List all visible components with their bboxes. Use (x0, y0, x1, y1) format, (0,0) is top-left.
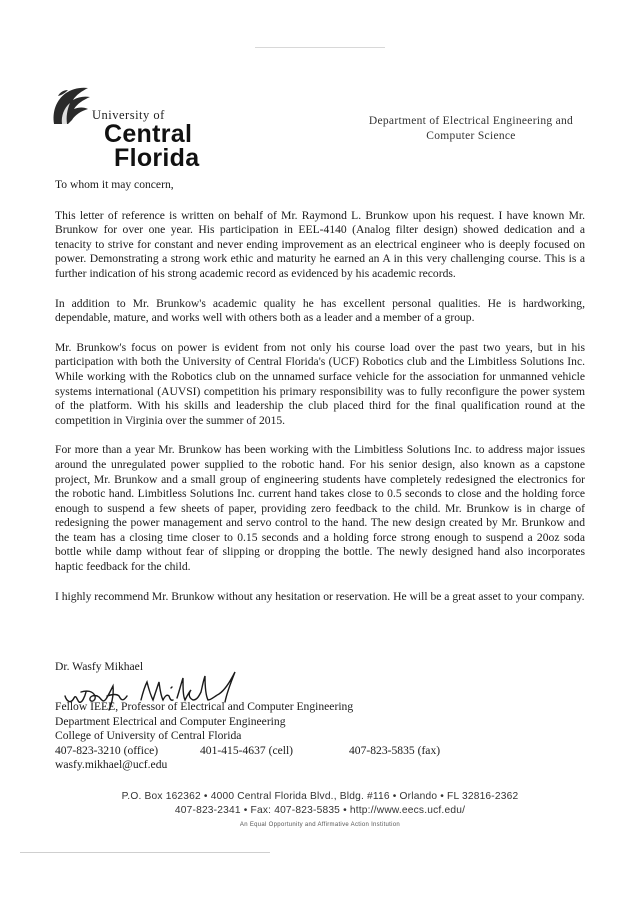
phone-numbers (55, 744, 585, 759)
signer-name: Dr. Wasfy Mikhael (55, 660, 144, 673)
paragraph-5: I highly recommend Mr. Brunkow without any hesitation or reservation. He will be a great asset to your company. (55, 589, 585, 603)
cell-phone: 401-415-4637 (cell) (200, 743, 294, 757)
signer-details (55, 700, 585, 773)
bottom-divider (20, 852, 270, 853)
department-line-1: Department of Electrical Engineering and (368, 115, 574, 127)
office-phone: 407-823-3210 (office) (55, 743, 159, 757)
signer-title-2: Department Electrical and Computer Engineering (55, 714, 286, 728)
signer-title-3: College of University of Central Florida (55, 729, 242, 743)
footer-address: P.O. Box 162362 • 4000 Central Florida Blvd., Bldg. #116 • Orlando • FL 32816-2362 (121, 791, 519, 802)
email-address: wasfy.mikhael@ucf.edu (55, 758, 168, 772)
department-heading (340, 114, 602, 144)
salutation: To whom it may concern, (55, 178, 174, 191)
paragraph-1: This letter of reference is written on behalf of Mr. Raymond L. Brunkow upon his request. I have known Mr. Brunkow for over one year. His participation in EEL-4140 (Analog filter design) showed dedication and a tenacity to strive for constant and never ending improvement as an electrical engineer who is deeply focused on power. Demonstrating a strong work ethic and maturity he earned an A in this very challenging course. This is a further indication of his strong academic record as evidenced by his academic records. (55, 208, 585, 280)
footer-contact: 407-823-2341 • Fax: 407-823-5835 • http://www.eecs.ucf.edu/ (174, 805, 466, 816)
paragraph-3: Mr. Brunkow's focus on power is evident from not only his course load over the past two years, but in his participation with both the University of Central Florida's (UCF) Robotics club and the Limbitless Solutions Inc. While working with the Robotics club on the unnamed surface vehicle for the association for unmanned vehicle systems international (AUVSI) competition his primary responsibility was to fully reconfigure the power system of the platform. With his skills and leadership the club placed third for the final qualification round at the competition in Virginia over the summer of 2015. (55, 340, 585, 427)
letter-body (55, 178, 585, 619)
paragraph-2: In addition to Mr. Brunkow's academic quality he has excellent personal qualities. He is hardworking, dependable, mature, and works well with others both as a leader and a member of a group. (55, 296, 585, 325)
paragraph-4: For more than a year Mr. Brunkow has been working with the Limbitless Solutions Inc. to address major issues around the unregulated power supplied to the robotic hand. For his senior design, also known as a capstone project, Mr. Brunkow and a small group of engineering students have completely redesigned the electronics for the robotic hand. Limbitless Solutions Inc. current hand takes close to 0.5 seconds to close and the holding force enough to suspend a few sheets of paper, providing zero feedback to the child. Mr. Brunkow is in charge of redesigning the power management and servo control to the hand. The new design created by Mr. Brunkow and the team has a closing time closer to 0.15 seconds and a holding force strong enough to suspend a 20oz soda bottle while damp without fear of slipping or dropping the bottle. The newly designed hand also incorporates haptic feedback for the child. (55, 443, 585, 574)
university-name-central: Central (104, 120, 193, 148)
university-name-florida: Florida (114, 144, 200, 172)
fax-number: 407-823-5835 (fax) (349, 743, 441, 757)
letterhead-footer (60, 790, 580, 832)
university-of-text: University of (92, 108, 165, 122)
top-divider (255, 47, 385, 48)
department-line-2: Computer Science (426, 130, 516, 142)
ucf-logo (48, 84, 198, 174)
pegasus-icon (48, 84, 94, 126)
signer-title-1: Fellow IEEE, Professor of Electrical and Computer Engineering (55, 700, 354, 713)
footer-statement: An Equal Opportunity and Affirmative Action Institution (239, 822, 401, 828)
